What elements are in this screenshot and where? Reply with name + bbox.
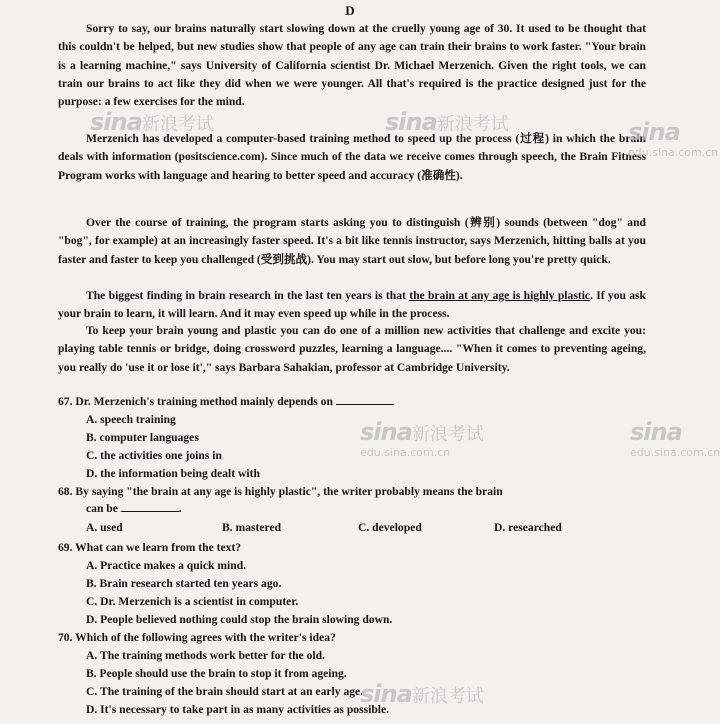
question-69-option-c: C. Dr. Merzenich is a scientist in computer.: [86, 595, 299, 608]
question-67-option-a: A. speech training: [86, 413, 176, 426]
passage-paragraph-4: [58, 287, 646, 324]
question-67-option-c: C. the activities one joins in: [86, 449, 222, 462]
answer-blank: [121, 501, 179, 512]
question-69-stem: 69. What can we learn from the text?: [58, 541, 242, 554]
passage-paragraph-3: Over the course of training, the program starts asking you to distinguish (辨别) sounds (between "dog" and "bog", for example) at an increasingly faster speed. It's a bit like tennis instructor, says Merzenich, hitting balls at you faster and faster to keep you challenged (受到挑战). You may start out slow, but before long you're pretty quick.: [58, 216, 646, 266]
question-68-option-a: A. used: [86, 521, 123, 534]
question-69-option-a: A. Practice makes a quick mind.: [86, 559, 247, 572]
answer-blank: [336, 394, 394, 405]
sina-watermark: sina新浪考试: [360, 680, 484, 708]
passage-paragraph-1: Sorry to say, our brains naturally start slowing down at the cruelly young age of 30. It used to be thought that this couldn't be helped, but new studies show that people of any age can train their brains to work faster. "Your brain is a learning machine," says University of California scientist Dr. Michael Merzenich. Given the right tools, we can train our brains to act like they did when we were younger. All that's required is the practice designed just for the purpose: a few exercises for the mind.: [58, 22, 646, 109]
question-67: [58, 393, 646, 411]
question-67-stem: 67. Dr. Merzenich's training method mainly depends on: [58, 395, 333, 408]
question-67-option-b: B. computer languages: [86, 431, 199, 444]
sina-watermark: sina edu.sina.com.cn: [628, 118, 719, 159]
question-67-option-d: D. the information being dealt with: [86, 467, 260, 480]
question-68-stem-line-2: can be .: [86, 502, 182, 515]
question-68-option-b: B. mastered: [222, 521, 282, 534]
question-68-option-c: C. developed: [358, 521, 422, 534]
p4-text-before: The biggest finding in brain research in the last ten years is that: [86, 289, 410, 302]
question-70-stem: 70. Which of the following agrees with the writer's idea?: [58, 631, 336, 644]
passage-paragraph-2: Merzenich has developed a computer-based training method to speed up the process (过程) in which the brain deals with information (positscience.com). Since much of the data we receive comes through speech, the Brain Fitness Program works with language and hearing to better speed and accuracy (准确性).: [58, 132, 646, 182]
question-69-option-d: D. People believed nothing could stop the brain slowing down.: [86, 613, 393, 626]
sina-watermark: sina新浪考试: [385, 108, 509, 136]
question-70-option-c: C. The training of the brain should start at an early age.: [86, 685, 364, 698]
p4-text-after: . If you ask your brain to learn, it will learn. And it may even speed up while in the process.: [58, 289, 647, 321]
question-68-stem-line-1: 68. By saying "the brain at any age is highly plastic", the writer probably means the brain: [58, 485, 503, 498]
sina-watermark: sina新浪考试: [90, 108, 214, 136]
sina-watermark: sina edu.sina.com.cn: [630, 418, 720, 459]
section-title: D: [345, 3, 355, 18]
question-70-option-b: B. People should use the brain to stop it from ageing.: [86, 667, 347, 680]
question-69-option-b: B. Brain research started ten years ago.: [86, 577, 282, 590]
p4-underlined-phrase: the brain at any age is highly plastic: [409, 289, 591, 302]
question-70-option-a: A. The training methods work better for the old.: [86, 649, 325, 662]
passage-paragraph-5: To keep your brain young and plastic you can do one of a million new activities that challenge and excite you: playing table tennis or bridge, doing crossword puzzles, learning a language.... "When it comes to preventing ageing, you really do 'use it or lose it'," says Barbara Sahakian, professor at Cambridge University.: [58, 324, 646, 374]
question-68-option-d: D. researched: [494, 521, 562, 534]
question-70-option-d: D. It's necessary to take part in as many activities as possible.: [86, 703, 390, 716]
sina-watermark: sina新浪考试 edu.sina.com.cn: [360, 418, 484, 459]
question-68-stem-line-2-text: can be: [86, 502, 118, 515]
